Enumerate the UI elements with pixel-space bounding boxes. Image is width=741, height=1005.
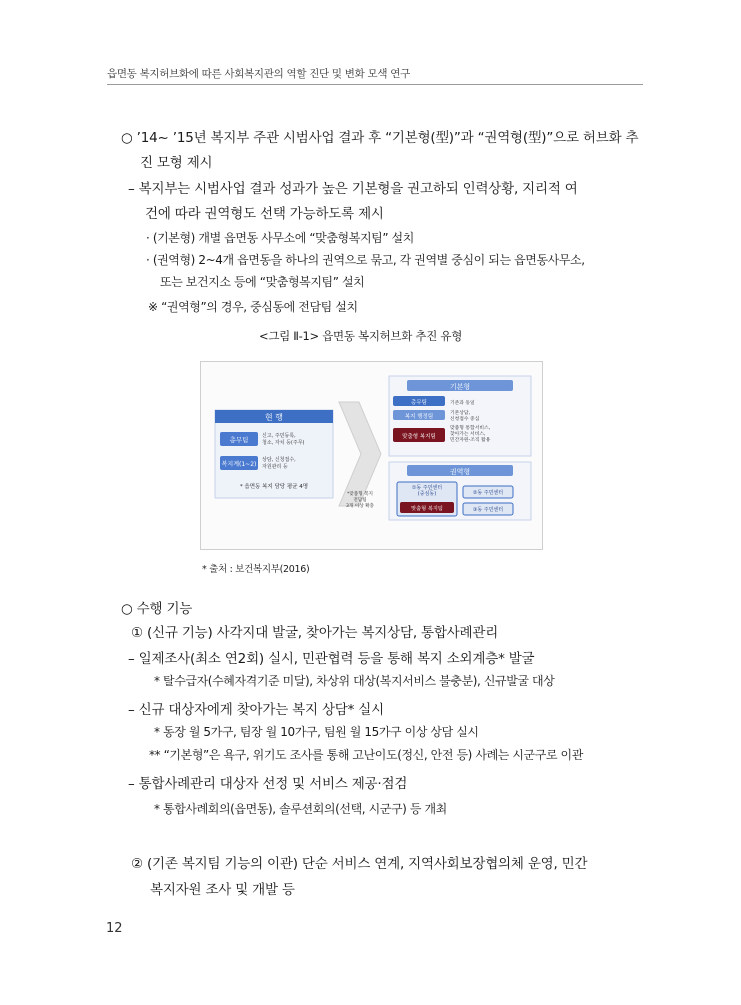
current-row2-desc: 상담, 신청접수, 자원관리 등 bbox=[262, 457, 296, 470]
item-2-line-2: 복지자원 조사 및 개발 등 bbox=[150, 882, 295, 898]
item-1-heading: ① (신규 기능) 사각지대 발굴, 찾아가는 복지상담, 통합사례관리 bbox=[131, 625, 499, 641]
section-title: ○ 수행 기능 bbox=[121, 601, 193, 617]
figure-svg bbox=[201, 362, 542, 549]
header-rule bbox=[107, 84, 643, 85]
regional-dong2-label: ②동 주민센터 bbox=[472, 490, 504, 496]
figure-caption: <그림 Ⅱ-1> 읍면동 복지허브화 추진 유형 bbox=[259, 329, 463, 343]
item-1-note-1: * 탈수급자(수혜자격기준 미달), 차상위 대상(복지서비스 불충분), 신규발굴 대상 bbox=[154, 674, 555, 688]
paragraph-3: · (기본형) 개별 읍면동 사무소에 “맞춤형복지팀” 설치 bbox=[146, 231, 414, 245]
current-title: 현 행 bbox=[265, 413, 283, 422]
basic-row2-desc: 기본상담, 신청접수 중심 bbox=[450, 411, 480, 422]
item-1-note-2: * 동장 월 5가구, 팀장 월 10가구, 팀원 월 15가구 이상 상담 실시 bbox=[154, 725, 479, 739]
regional-center-label: ①동 주민센터 (중심동) bbox=[411, 485, 443, 497]
current-row2-label: 복지계(1~2) bbox=[221, 461, 257, 468]
basic-row1-label: 총무팀 bbox=[411, 400, 427, 406]
item-2-line-1: ② (기존 복지팀 기능의 이관) 단순 서비스 연계, 지역사회보장협의체 운영, 민간 bbox=[131, 856, 588, 872]
current-row1-label: 총무팀 bbox=[229, 436, 249, 444]
basic-row2-label: 복지 행정팀 bbox=[404, 414, 434, 420]
current-note: * 읍면동 복지 담당 평균 4명 bbox=[239, 484, 309, 490]
item-1-dash-1: – 일제조사(최소 연2회) 실시, 민관협력 등을 통해 복지 소외계층* 발굴 bbox=[128, 651, 535, 667]
basic-title: 기본형 bbox=[449, 383, 471, 391]
item-1-dash-2: – 신규 대상자에게 찾아가는 복지 상담* 실시 bbox=[128, 702, 384, 718]
regional-center-team-label: 맞춤형 복지팀 bbox=[411, 506, 443, 512]
paragraph-2-line-2: 건에 따라 권역형도 선택 가능하도록 제시 bbox=[145, 206, 384, 222]
hub-types-figure bbox=[200, 361, 543, 550]
paragraph-4-line-1: · (권역형) 2~4개 읍면동을 하나의 권역으로 묶고, 각 권역별 중심이 되는 읍면동사무소, bbox=[146, 253, 585, 267]
paragraph-1-line-2: 진 모형 제시 bbox=[140, 155, 213, 171]
paragraph-4-line-2: 또는 보건지소 등에 “맞춤형복지팀” 설치 bbox=[160, 275, 365, 289]
item-1-note-3: ** “기본형”은 욕구, 위기도 조사를 통해 고난이도(정신, 안전 등) 사례는 시군구로 이관 bbox=[149, 748, 583, 762]
basic-row3-label: 맞춤형 복지팀 bbox=[402, 434, 436, 440]
paragraph-1-line-1: ○ ’14~ ’15년 복지부 주관 시범사업 결과 후 “기본형(型)”과 “권역형(型)”으로 허브화 추 bbox=[121, 130, 639, 146]
page-number: 12 bbox=[106, 921, 123, 936]
regional-dong3-label: ③동 주민센터 bbox=[472, 507, 504, 513]
figure-source: * 출처 : 보건복지부(2016) bbox=[202, 564, 310, 575]
running-header: 읍면동 복지허브화에 따른 사회복지관의 역할 진단 및 변화 모색 연구 bbox=[107, 68, 410, 80]
paragraph-5-note: ※ “권역형”의 경우, 중심동에 전담팀 설치 bbox=[148, 300, 358, 314]
item-1-dash-3: – 통합사례관리 대상자 선정 및 서비스 제공‧점검 bbox=[128, 776, 408, 792]
regional-title: 권역형 bbox=[449, 468, 471, 476]
paragraph-2-line-1: – 복지부는 시범사업 결과 성과가 높은 기본형을 권고하되 인력상황, 지리적 여 bbox=[128, 181, 578, 197]
current-row1-desc: 신고, 주민등록, 청소, 자치 등(주무) bbox=[262, 433, 305, 446]
basic-row3-desc: 맞춤형 통합서비스, 찾아가는 서비스, 민간자원-조직 활용 bbox=[450, 426, 491, 443]
item-1-note-4: * 통합사례회의(읍면동), 솔루션회의(선택, 시군구) 등 개최 bbox=[154, 802, 447, 816]
basic-row1-desc: 기존과 동일 bbox=[450, 401, 475, 406]
regional-note: *맞춤형 복지 전담팀 3개 이상 확충 bbox=[345, 492, 375, 509]
